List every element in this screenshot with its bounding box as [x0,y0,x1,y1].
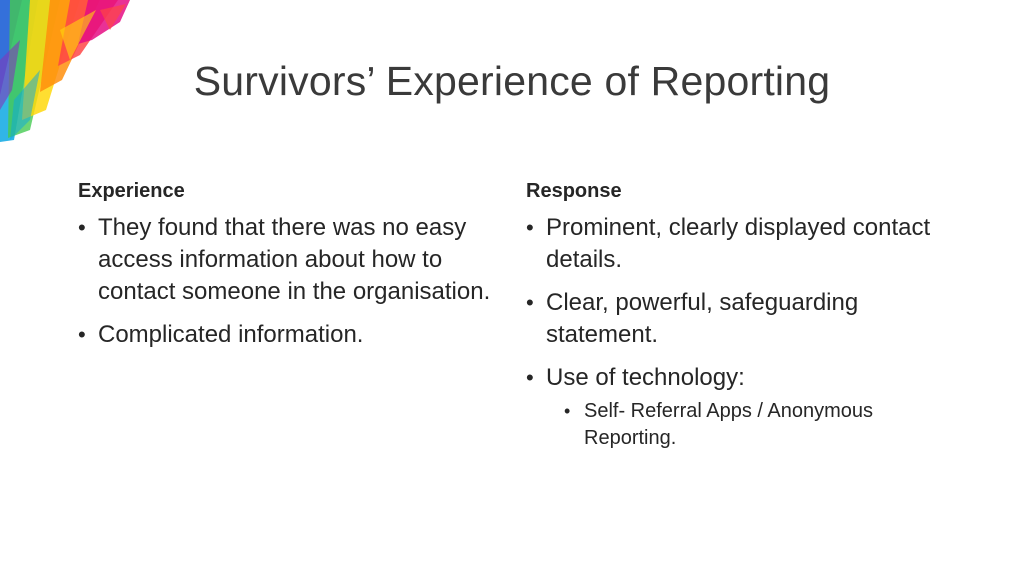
experience-heading: Experience [78,180,185,202]
experience-column [78,178,498,362]
experience-bullet: • Complicated information. [78,319,498,351]
slide-title: Survivors’ Experience of Reporting [193,58,831,104]
response-bullet-list [526,212,966,452]
response-bullet-technology [526,362,966,452]
experience-bullet-list [78,212,498,351]
technology-sub-list [546,398,966,452]
response-bullet: • Clear, powerful, safeguarding statement. [526,287,966,351]
technology-sub-bullet: • Self- Referral Apps / Anonymous Reporting. [564,398,966,452]
response-bullet-text: Use of technology: [546,364,745,391]
response-bullet: • Prominent, clearly displayed contact details. [526,212,966,276]
response-column [526,178,966,463]
response-heading: Response [526,180,622,202]
experience-bullet: • They found that there was no easy access information about how to contact someone in the organisation. [78,212,498,308]
